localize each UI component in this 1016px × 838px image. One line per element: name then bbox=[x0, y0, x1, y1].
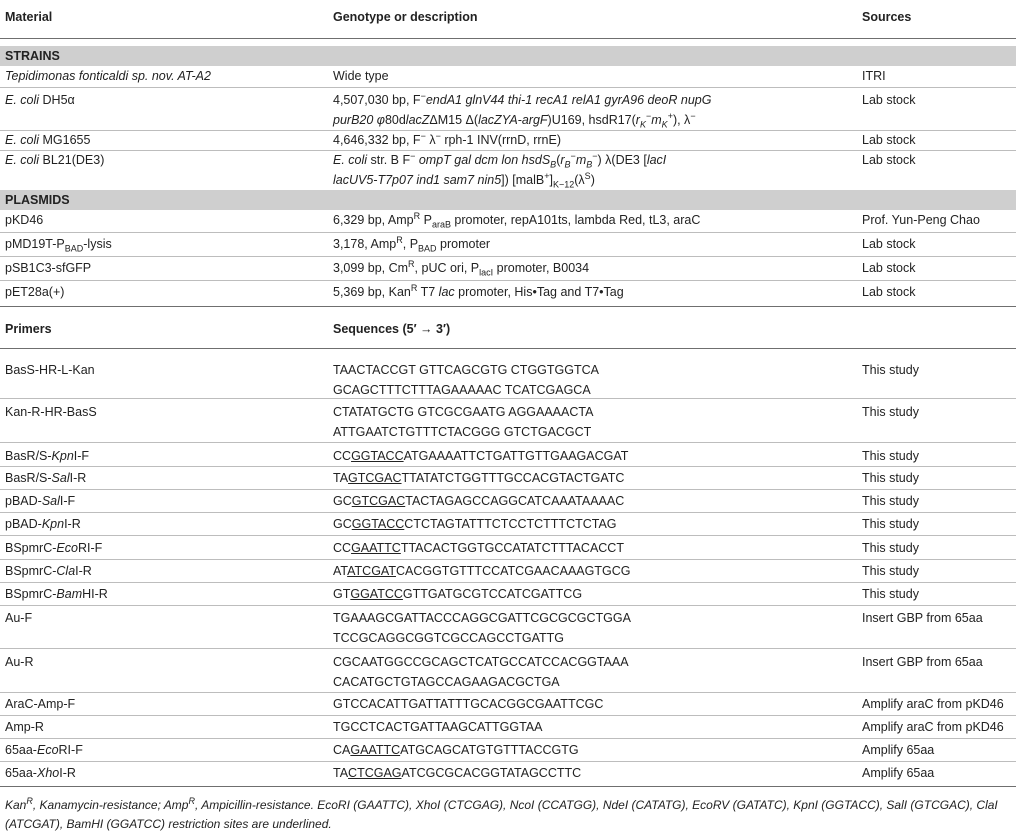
strain-desc: 4,646,332 bp, F− λ− rph-1 INV(rrnD, rrnE) bbox=[333, 130, 561, 147]
plasmid-desc: 3,099 bp, $Cm^R$, pUC ori, $P_{lacI}$ promoter, B0034 bbox=[333, 258, 590, 278]
primer-name: BSpmrC-EcoRI-F bbox=[5, 541, 103, 555]
plasmid-desc: 3,178, Amp$^R$, $P_{BAD}$ promoter bbox=[333, 234, 491, 254]
primer-name: BasR/S-KpnI-F bbox=[5, 449, 90, 463]
primer-seq: CCGGTACCATGAAAATTCTGATTGTTGAAGACGAT bbox=[333, 449, 629, 463]
primer-seq: CCGAATTCTTACACTGGTGCCATATCTTTACACCT bbox=[333, 541, 624, 555]
primer-name: BSpmrC-BamHI-R bbox=[5, 587, 108, 601]
primer-seq: TACTCGAGATCGCGCACGGTATAGCCTTC bbox=[333, 766, 582, 780]
table-footnote: Kan$^R$, Kanamycin-resistance; Amp$^R$, Ampicillin-resistance. EcoRI (GAATTC), XhoI (CTCGAG), NcoI (CCATGG), NdeI (CATATG), EcoRV (GATATC), KpnI (GGTACC), SalI (GTCGAC), ClaI (ATCGAT), BamHI (GGATCC) restriction sites are underlined. bbox=[5, 796, 998, 831]
primer-seq: TAGTCGACTTATATCTGGTTTGCCACGTACTGATC bbox=[333, 471, 625, 485]
primer-name: BSpmrC-ClaI-R bbox=[5, 564, 92, 578]
plasmid-name: $pMD19T-P_{BAD}$-lysis bbox=[5, 237, 112, 254]
primer-seq: ATATCGATCACGGTGTTTCCATCGAACAAAGTGCG bbox=[333, 564, 631, 578]
primer-name: 65aa-XhoI-R bbox=[5, 766, 76, 780]
primer-name: BasR/S-SalI-R bbox=[5, 471, 87, 485]
primer-seq: GCGGTACCCTCTAGTATTTCTCCTCTTTCTCTAG bbox=[333, 517, 617, 531]
header-genotype: Genotype or description bbox=[333, 10, 478, 24]
plasmid-desc: 6,329 bp, Amp$^R$ $P_{araB}$ promoter, repA101ts, lambda Red, tL3, araC bbox=[333, 210, 701, 230]
strain-name: E. coli BL21(DE3) bbox=[5, 153, 105, 167]
section-plasmids: PLASMIDS bbox=[0, 190, 1016, 210]
primer-name: pBAD-KpnI-R bbox=[5, 517, 81, 531]
primer-seq: GTGGATCCGTTGATGCGTCCATCGATTCG bbox=[333, 587, 583, 601]
strain-name: E. coli DH5α bbox=[5, 93, 75, 107]
primer-name: 65aa-EcoRI-F bbox=[5, 743, 83, 757]
primer-name: pBAD-SalI-F bbox=[5, 494, 76, 508]
header-sources: Sources bbox=[862, 10, 912, 24]
primer-seq: GCGTCGACTACTAGAGCCAGGCATCAAATAAAAC bbox=[333, 494, 625, 508]
header-material: Material bbox=[5, 10, 53, 24]
strain-desc: E. coli str. B F− ompT gal dcm lon $hsdS_B(r_B^-m_B^-)$ λ(DE3 [lacI lacUV5-T7p07 ind1 sam7 nin5]) $[malB^+]_{K-12}(\lambda^S)$ bbox=[333, 150, 667, 190]
section-strains: STRAINS bbox=[0, 46, 1016, 66]
plasmid-desc: 5,369 bp, Kan$^R$ T7 lac promoter, His•Tag and T7•Tag bbox=[333, 282, 624, 299]
strain-name: E. coli MG1655 bbox=[5, 133, 91, 147]
strain-desc: 4,507,030 bp, F−endA1 glnV44 thi-1 recA1 relA1 gyrA96 deoR nupG purB20 φ80dlacZΔM15 Δ(lacZYA-argF)U169, $hsdR17(r_K^-m_K^+)$, λ− bbox=[333, 90, 712, 130]
primer-seq: CAGAATTCATGCAGCATGTGTTTACCGTG bbox=[333, 743, 579, 757]
